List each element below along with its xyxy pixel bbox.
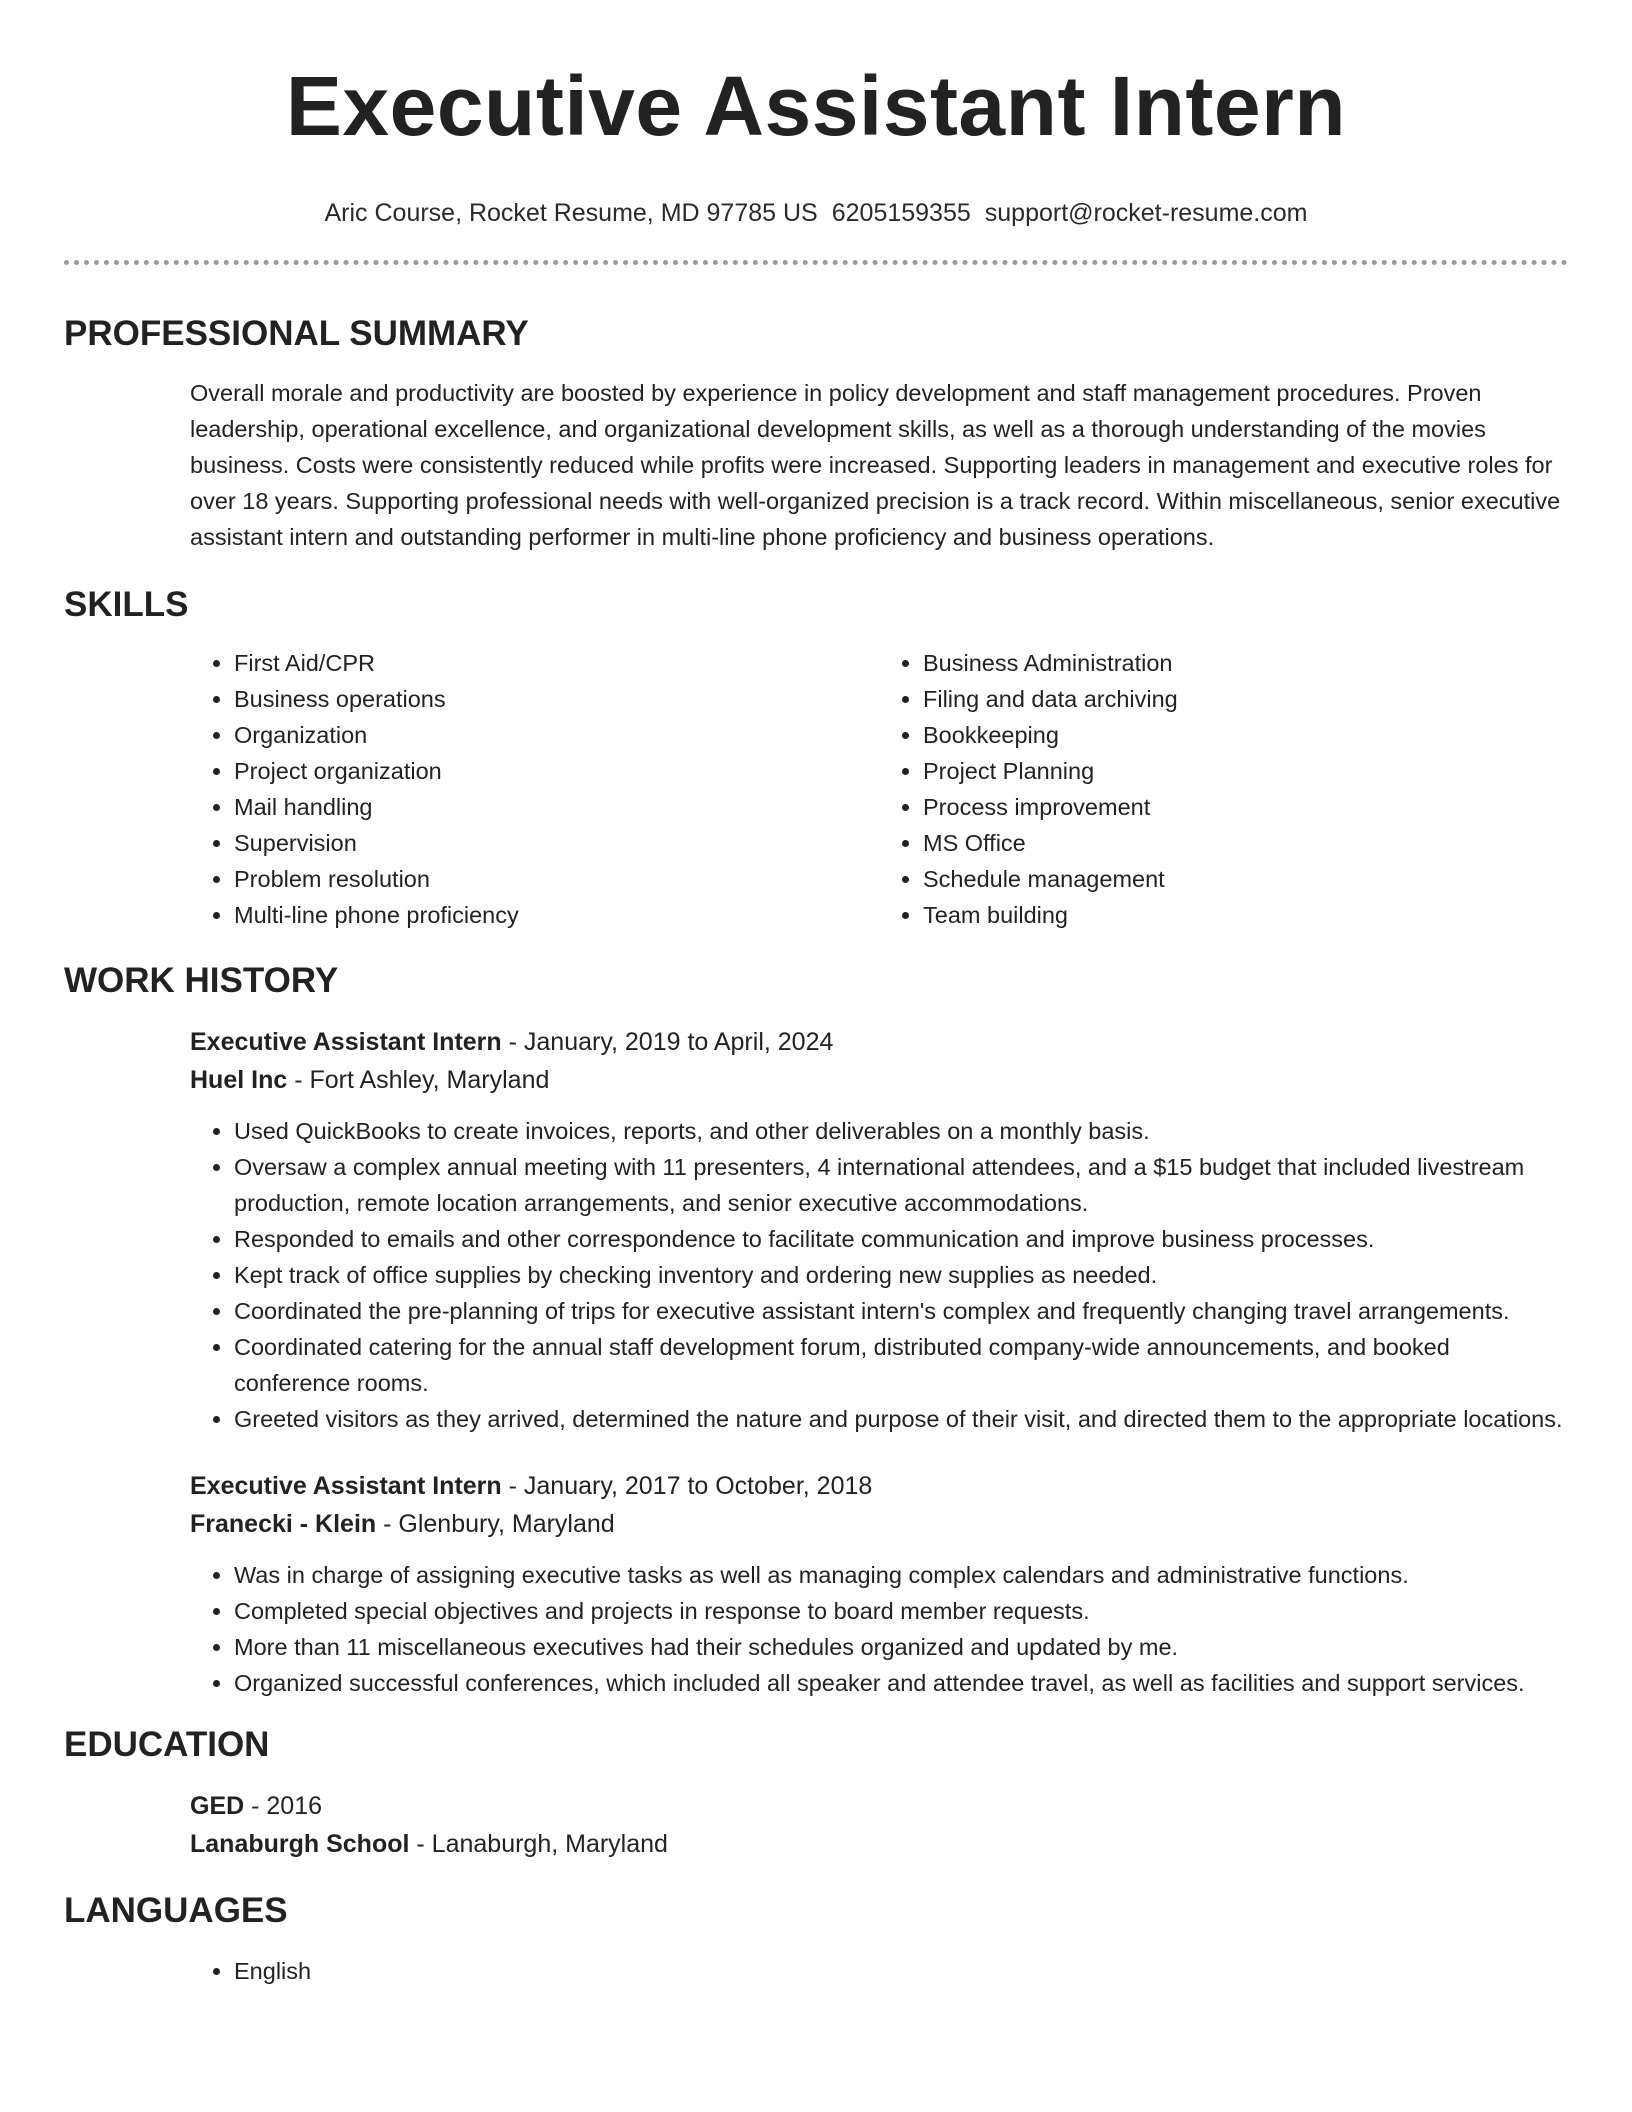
languages-heading: LANGUAGES (64, 1891, 288, 1930)
job-duty: • More than 11 miscellaneous executives had their schedules organized and updated by me. (234, 1629, 1568, 1665)
job-title: Executive Assistant Intern (190, 1472, 502, 1500)
job-company-line (190, 1061, 1568, 1099)
languages-items (190, 1953, 1568, 1989)
summary-heading: PROFESSIONAL SUMMARY (64, 314, 529, 353)
skill-item: • Process improvement (923, 789, 1568, 825)
job-dates: - January, 2017 to October, 2018 (501, 1472, 873, 1500)
contact-phone: 6205159355 (831, 199, 971, 227)
job-title: Executive Assistant Intern (190, 1028, 502, 1056)
contact-line (64, 198, 1568, 228)
skill-item: • MS Office (923, 825, 1568, 861)
education-degree: GED (190, 1792, 245, 1820)
education-school-line (190, 1825, 1568, 1863)
job-dates: - January, 2019 to April, 2024 (501, 1028, 834, 1056)
education-heading: EDUCATION (64, 1725, 270, 1764)
job-entry (190, 1467, 1568, 1701)
resume-page (64, 0, 1568, 1989)
job-duty: • Responded to emails and other correspondence to facilitate communication and improve business processes. (234, 1221, 1568, 1257)
education-degree-line (190, 1787, 1568, 1825)
skill-item: • Multi-line phone proficiency (234, 897, 879, 933)
skill-item: • Supervision (234, 825, 879, 861)
job-duties (190, 1557, 1568, 1701)
job-company-line (190, 1505, 1568, 1543)
job-duties (190, 1113, 1568, 1437)
skills-column-left (190, 645, 879, 933)
skill-item: • Team building (923, 897, 1568, 933)
skill-item: • Mail handling (234, 789, 879, 825)
job-location: - Glenbury, Maryland (376, 1510, 615, 1538)
job-location: - Fort Ashley, Maryland (287, 1066, 550, 1094)
skills-column-right (879, 645, 1568, 933)
job-duty: • Was in charge of assigning executive tasks as well as managing complex calendars and administrative functions. (234, 1557, 1568, 1593)
education-school: Lanaburgh School (190, 1830, 410, 1858)
job-title-line (190, 1023, 1568, 1061)
skill-item: • Project organization (234, 753, 879, 789)
skill-item: • Project Planning (923, 753, 1568, 789)
job-company: Huel Inc (190, 1066, 288, 1094)
skills-list (190, 645, 1568, 933)
skill-item: • Bookkeeping (923, 717, 1568, 753)
job-entry (190, 1023, 1568, 1437)
summary-text: Overall morale and productivity are boosted by experience in policy development and staff management procedures. Proven leadership, operational excellence, and organizational development skills, as well as a thorough understanding of the movies business. Costs were consistently reduced while profits were increased. Supporting leaders in management and executive roles for over 18 years. Supporting professional needs with well-organized precision is a track record. Within miscellaneous, senior executive assistant intern and outstanding performer in multi-line phone proficiency and business operations. (190, 380, 1561, 550)
education-year: - 2016 (244, 1792, 323, 1820)
job-duty: • Oversaw a complex annual meeting with 11 presenters, 4 international attendees, and a $15 budget that included livestream production, remote location arrangements, and senior executive accommodations. (234, 1149, 1568, 1221)
contact-address: Aric Course, Rocket Resume, MD 97785 US (324, 199, 818, 227)
work-history-heading: WORK HISTORY (64, 961, 339, 1000)
skill-item: • Business Administration (923, 645, 1568, 681)
contact-email: support@rocket-resume.com (984, 199, 1308, 227)
skill-item: • Problem resolution (234, 861, 879, 897)
job-duty: • Coordinated the pre-planning of trips for executive assistant intern's complex and frequently changing travel arrangements. (234, 1293, 1568, 1329)
job-duty: • Used QuickBooks to create invoices, reports, and other deliverables on a monthly basis. (234, 1113, 1568, 1149)
job-duty: • Coordinated catering for the annual staff development forum, distributed company-wide announcements, and booked conference rooms. (234, 1329, 1568, 1401)
header-divider (64, 260, 1568, 265)
job-duty: • Organized successful conferences, which included all speaker and attendee travel, as well as facilities and support services. (234, 1665, 1568, 1701)
education-location: - Lanaburgh, Maryland (409, 1830, 668, 1858)
language-item: • English (234, 1953, 1568, 1989)
skill-item: • Organization (234, 717, 879, 753)
job-title-line (190, 1467, 1568, 1505)
job-duty: • Completed special objectives and projects in response to board member requests. (234, 1593, 1568, 1629)
education-entry (190, 1787, 1568, 1863)
resume-name: Executive Assistant Intern (285, 59, 1347, 153)
skill-item: • Schedule management (923, 861, 1568, 897)
skill-item: • Filing and data archiving (923, 681, 1568, 717)
skill-item: • First Aid/CPR (234, 645, 879, 681)
job-company: Franecki - Klein (190, 1510, 377, 1538)
languages-list (190, 1953, 1568, 1989)
skills-heading: SKILLS (64, 585, 189, 624)
skill-item: • Business operations (234, 681, 879, 717)
job-duty: • Kept track of office supplies by checking inventory and ordering new supplies as needed. (234, 1257, 1568, 1293)
job-duty: • Greeted visitors as they arrived, determined the nature and purpose of their visit, and directed them to the appropriate locations. (234, 1401, 1568, 1437)
